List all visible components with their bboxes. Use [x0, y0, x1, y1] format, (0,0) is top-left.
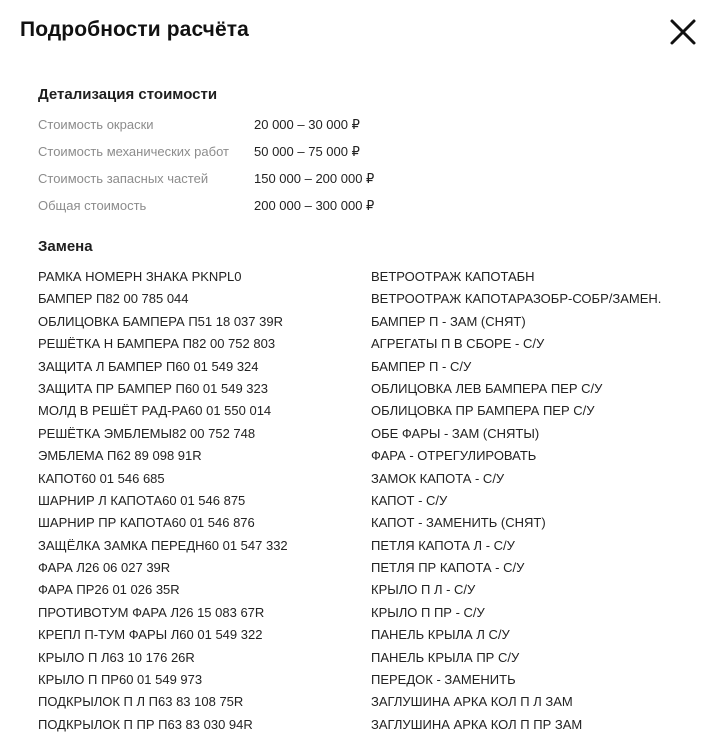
replacement-work-item: ПЕРЕДОК - ЗАМЕНИТЬ [371, 672, 516, 688]
replacement-works-list [371, 266, 711, 732]
replacement-part-item: КРЫЛО П ПР60 01 549 973 [38, 672, 203, 688]
replacement-work-item: ОБЛИЦОВКА ЛЕВ БАМПЕРА ПЕР С/У [371, 380, 603, 396]
cost-label: Стоимость запасных частей [38, 171, 209, 186]
cost-value: 150 000 – 200 000 ₽ [254, 171, 375, 186]
replacement-part-item: ПРОТИВОТУМ ФАРА Л26 15 083 67R [38, 604, 265, 620]
replacement-part-item: РЕШЁТКА ЭМБЛЕМЫ82 00 752 748 [38, 425, 256, 441]
replacement-work-item: ПЕТЛЯ КАПОТА Л - С/У [371, 537, 515, 553]
cost-details-table [38, 113, 458, 221]
replacement-work-item: ЗАМОК КАПОТА - С/У [371, 470, 505, 486]
cost-label: Стоимость окраски [38, 117, 154, 132]
replacement-work-item: КРЫЛО П Л - С/У [371, 582, 476, 598]
replacement-part-item: ШАРНИР ПР КАПОТА60 01 546 876 [38, 515, 255, 531]
page-title: Подробности расчёта [20, 18, 249, 41]
replacement-part-item: ПОДКРЫЛОК П ПР П63 83 030 94R [38, 716, 253, 732]
cost-row-total [38, 194, 458, 221]
cost-label: Общая стоимость [38, 198, 147, 213]
replacement-part-item: РЕШЁТКА Н БАМПЕРА П82 00 752 803 [38, 336, 276, 352]
close-button[interactable] [666, 15, 700, 49]
replacement-part-item: КРЫЛО П Л63 10 176 26R [38, 649, 195, 665]
replacement-part-item: ПОДКРЫЛОК П Л П63 83 108 75R [38, 694, 244, 710]
cost-label: Стоимость механических работ [38, 144, 229, 159]
replacement-work-item: ФАРА - ОТРЕГУЛИРОВАТЬ [371, 448, 537, 464]
cost-row-painting [38, 113, 458, 140]
replacement-part-item: ЭМБЛЕМА П62 89 098 91R [38, 448, 202, 464]
replacement-part-item: МОЛД В РЕШЁТ РАД-РА60 01 550 014 [38, 403, 272, 419]
replacement-parts-list [38, 266, 368, 732]
replacement-title: Замена [38, 238, 93, 255]
replacement-part-item: ЗАЩИТА Л БАМПЕР П60 01 549 324 [38, 358, 259, 374]
replacement-work-item: ОБЕ ФАРЫ - ЗАМ (СНЯТЫ) [371, 425, 540, 441]
replacement-part-item: КАПОТ60 01 546 685 [38, 470, 165, 486]
replacement-work-item: ПАНЕЛЬ КРЫЛА ПР С/У [371, 649, 520, 665]
cost-details-title: Детализация стоимости [38, 86, 218, 103]
close-icon [666, 15, 700, 49]
replacement-work-item: КРЫЛО П ПР - С/У [371, 604, 485, 620]
replacement-work-item: ЗАГЛУШИНА АРКА КОЛ П ПР ЗАМ [371, 716, 583, 732]
replacement-part-item: ФАРА Л26 06 027 39R [38, 560, 171, 576]
replacement-part-item: ОБЛИЦОВКА БАМПЕРА П51 18 037 39R [38, 313, 283, 329]
replacement-part-item: ЗАЩЁЛКА ЗАМКА ПЕРЕДН60 01 547 332 [38, 537, 288, 553]
cost-value: 200 000 – 300 000 ₽ [254, 198, 375, 213]
replacement-work-item: КАПОТ - С/У [371, 492, 448, 508]
replacement-work-item: БАМПЕР П - С/У [371, 358, 472, 374]
replacement-part-item: КРЕПЛ П-ТУМ ФАРЫ Л60 01 549 322 [38, 627, 263, 643]
replacement-work-item: БАМПЕР П - ЗАМ (СНЯТ) [371, 313, 526, 329]
cost-value: 20 000 – 30 000 ₽ [254, 117, 360, 132]
replacement-work-item: КАПОТ - ЗАМЕНИТЬ (СНЯТ) [371, 515, 546, 531]
replacement-part-item: ЗАЩИТА ПР БАМПЕР П60 01 549 323 [38, 380, 268, 396]
replacement-work-item: ПАНЕЛЬ КРЫЛА Л С/У [371, 627, 510, 643]
replacement-work-item: ЗАГЛУШИНА АРКА КОЛ П Л ЗАМ [371, 694, 573, 710]
cost-row-mechanical [38, 140, 458, 167]
cost-value: 50 000 – 75 000 ₽ [254, 144, 360, 159]
replacement-work-item: ПЕТЛЯ ПР КАПОТА - С/У [371, 560, 525, 576]
cost-row-parts [38, 167, 458, 194]
replacement-part-item: ФАРА ПР26 01 026 35R [38, 582, 180, 598]
replacement-part-item: ШАРНИР Л КАПОТА60 01 546 875 [38, 492, 246, 508]
replacement-work-item: ВЕТРООТРАЖ КАПОТАБН [371, 269, 535, 284]
replacement-part-item: БАМПЕР П82 00 785 044 [38, 291, 189, 307]
replacement-work-item: ОБЛИЦОВКА ПР БАМПЕРА ПЕР С/У [371, 403, 595, 419]
replacement-work-item: ВЕТРООТРАЖ КАПОТАРАЗОБР-СОБР/ЗАМЕН. [371, 291, 662, 307]
replacement-work-item: АГРЕГАТЫ П В СБОРЕ - С/У [371, 336, 545, 352]
replacement-part-item: РАМКА НОМЕРН ЗНАКА PKNPL0 [38, 269, 242, 284]
